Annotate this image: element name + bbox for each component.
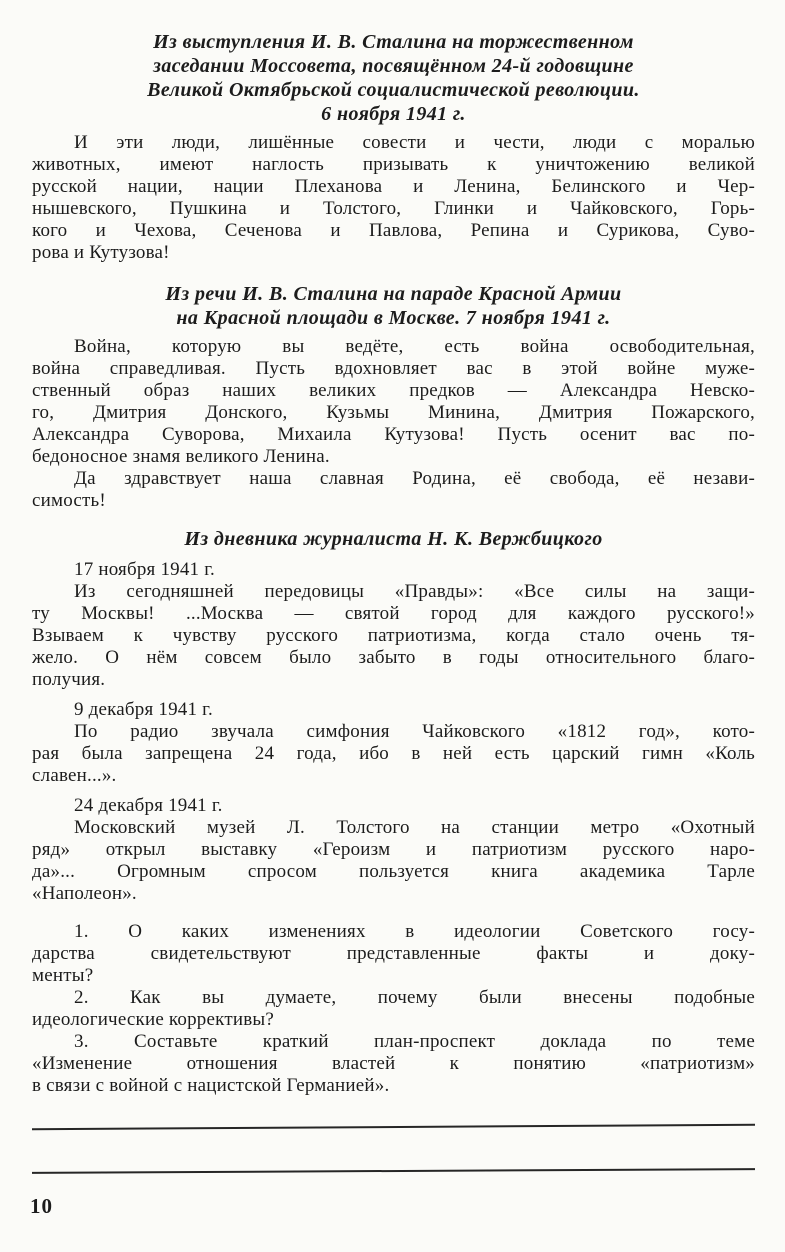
text-line: нышевского, Пушкина и Толстого, Глинки и Чайковского, Горь-: [32, 198, 755, 219]
diary-entry-date: 17 ноября 1941 г.: [74, 559, 216, 580]
text-line: го, Дмитрия Донского, Кузьмы Минина, Дмитрия Пожарского,: [32, 402, 755, 423]
text-line: И эти люди, лишённые совести и чести, люди с моралью: [74, 132, 755, 153]
text-line: Да здравствует наша славная Родина, её свобода, её незави-: [74, 468, 755, 489]
text-line: Из речи И. В. Сталина на параде Красной Армии: [165, 283, 622, 305]
text-line: Война, которую вы ведёте, есть война освободительная,: [74, 336, 755, 357]
diary-entry-date: 24 декабря 1941 г.: [74, 795, 223, 816]
text-line: рая была запрещена 24 года, ибо в ней есть царский гимн «Коль: [32, 743, 755, 764]
text-line: дарства свидетельствуют представленные факты и доку-: [32, 943, 755, 964]
question-1: [32, 921, 755, 987]
text-line: «Изменение отношения властей к понятию «патриотизм»: [32, 1053, 755, 1074]
divider-line-bottom: [32, 1168, 755, 1174]
text-line: Московский музей Л. Толстого на станции метро «Охотный: [74, 817, 755, 838]
diary-entry-text: [32, 721, 755, 787]
text-line: идеологические коррективы?: [32, 1009, 274, 1030]
diary-entry-text: [32, 581, 755, 691]
document2-heading: [32, 282, 755, 330]
document2-paragraph-2: [32, 468, 755, 512]
text-line: на Красной площади в Москве. 7 ноября 1941 г.: [176, 307, 611, 329]
question-2: [32, 987, 755, 1031]
text-line: война справедливая. Пусть вдохновляет вас в этой войне муже-: [32, 358, 755, 379]
text-line: Александра Суворова, Михаила Кутузова! Пусть осенит вас по-: [32, 424, 755, 445]
text-line: русской нации, нации Плеханова и Ленина, Белинского и Чер-: [32, 176, 755, 197]
text-line: менты?: [32, 965, 94, 986]
page-number: 10: [30, 1194, 53, 1218]
document1-heading: [32, 30, 755, 126]
document2-paragraph-1: [32, 336, 755, 468]
text-line: ственный образ наших великих предков — Александра Невско-: [32, 380, 755, 401]
document1-paragraph: [32, 132, 755, 264]
text-line: 1. О каких изменениях в идеологии Советского госу-: [74, 921, 755, 942]
text-line: По радио звучала симфония Чайковского «1812 год», кото-: [74, 721, 755, 742]
text-line: жело. О нём совсем было забыто в годы относительного благо-: [32, 647, 755, 668]
text-line: животных, имеют наглость призывать к уничтожению великой: [32, 154, 755, 175]
text-line: бедоносное знамя великого Ленина.: [32, 446, 330, 467]
text-line: 6 ноября 1941 г.: [321, 103, 466, 125]
document3-heading: [32, 527, 755, 551]
text-line: кого и Чехова, Сеченова и Павлова, Репина и Сурикова, Суво-: [32, 220, 755, 241]
text-line: Из дневника журналиста Н. К. Вержбицкого: [184, 528, 603, 550]
text-line: Из сегодняшней передовицы «Правды»: «Все силы на защи-: [74, 581, 755, 602]
text-line: 3. Составьте краткий план-проспект доклада по теме: [74, 1031, 755, 1052]
text-line: славен...».: [32, 765, 117, 786]
text-line: 2. Как вы думаете, почему были внесены подобные: [74, 987, 755, 1008]
diary-entry-text: [32, 817, 755, 905]
text-line: Великой Октябрьской социалистической революции.: [147, 79, 640, 101]
text-line: ряд» открыл выставку «Героизм и патриотизм русского наро-: [32, 839, 755, 860]
text-line: Из выступления И. В. Сталина на торжественном: [153, 31, 634, 53]
question-3: [32, 1031, 755, 1097]
text-line: да»... Огромным спросом пользуется книга академика Тарле: [32, 861, 755, 882]
text-line: симость!: [32, 490, 106, 511]
text-line: получия.: [32, 669, 106, 690]
diary-entry-date: 9 декабря 1941 г.: [74, 699, 213, 720]
text-line: в связи с войной с нацистской Германией».: [32, 1075, 390, 1096]
text-line: ту Москвы! ...Москва — святой город для каждого русского!»: [32, 603, 755, 624]
text-line: Взываем к чувству русского патриотизма, когда стало очень тя-: [32, 625, 755, 646]
text-line: заседании Моссовета, посвящённом 24-й годовщине: [153, 55, 634, 77]
divider-line-top: [32, 1124, 755, 1130]
text-line: рова и Кутузова!: [32, 242, 170, 263]
text-line: «Наполеон».: [32, 883, 137, 904]
questions-block: [32, 921, 755, 1097]
